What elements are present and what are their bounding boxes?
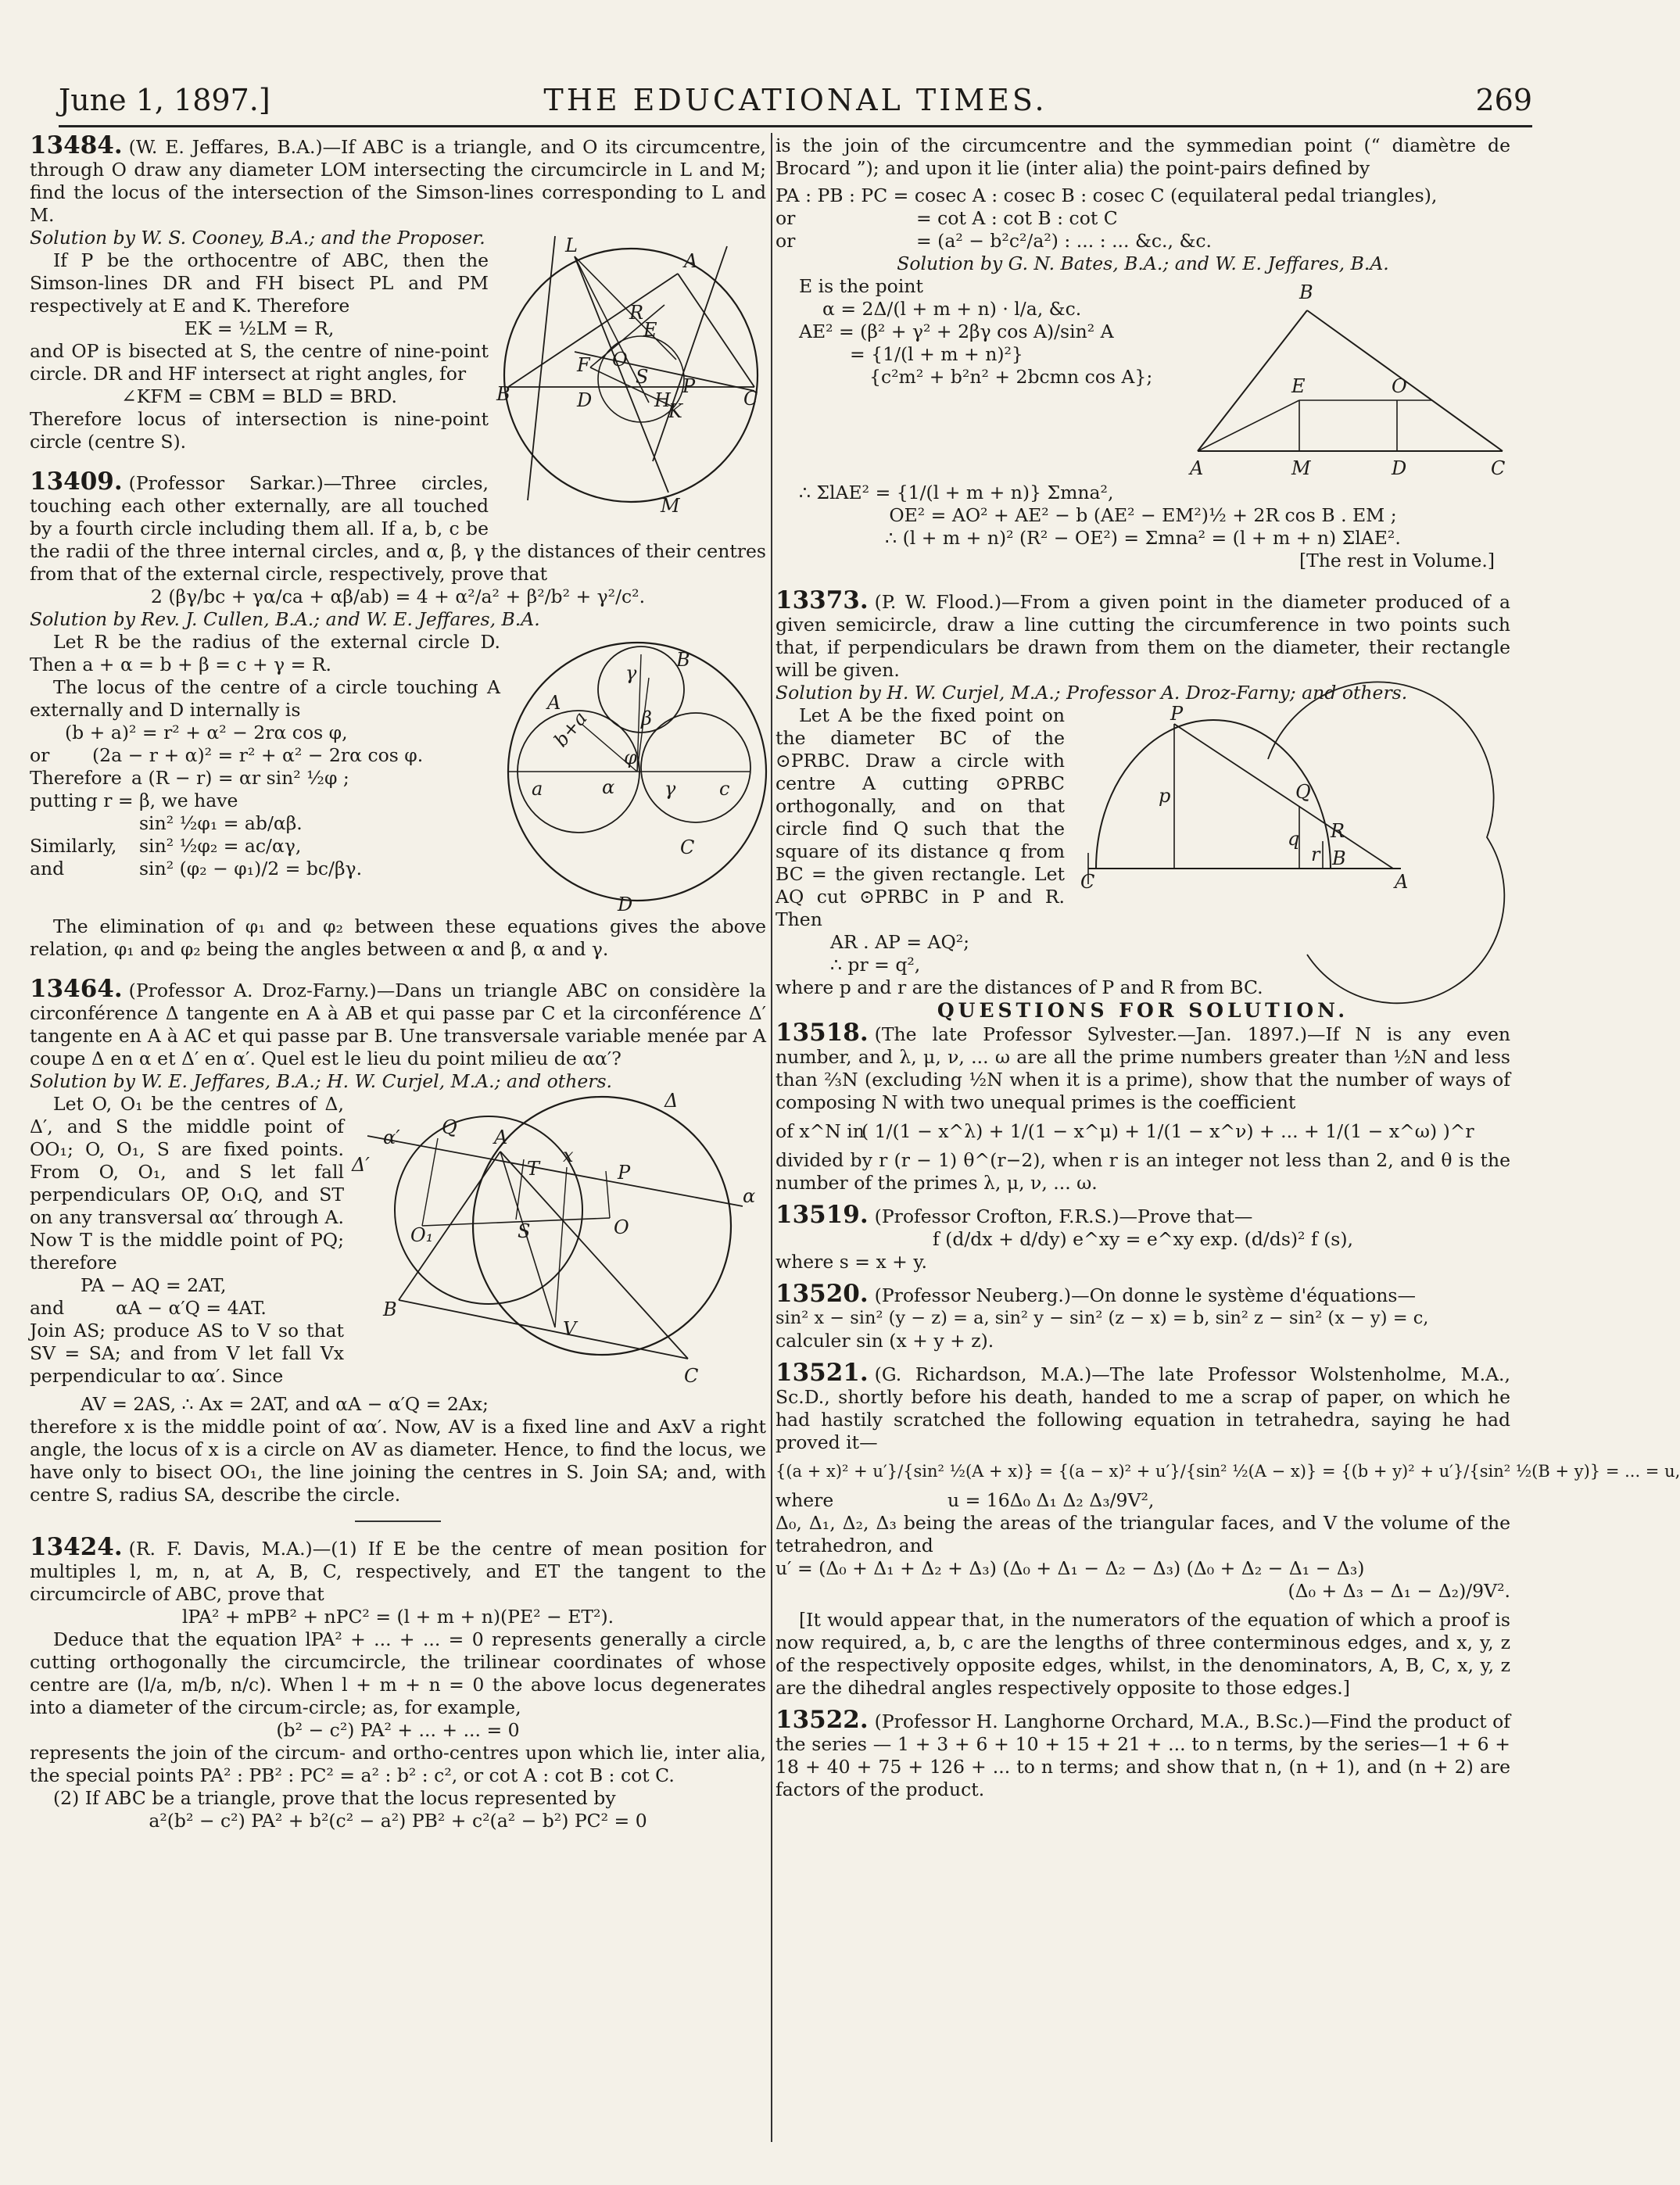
fig-label: P (618, 1162, 631, 1184)
equation: (b + a)² = r² + α² − 2rα cos φ, (65, 722, 348, 743)
fig-line (516, 1159, 524, 1220)
fig-label: M (1291, 457, 1311, 479)
problem-text: represents the join of the circum- and ortho-centres upon which lie, inter alia, the special points PA² : PB² : PC² = a² : b² : c², or cot A : cot B : cot C. (30, 1742, 766, 1786)
fig-label: A (1395, 871, 1409, 893)
fig-label: H (654, 389, 671, 411)
problem-number: 13424. (30, 1533, 123, 1561)
equation: = cot A : cot B : cot C (916, 207, 1118, 229)
problem-text: where s = x + y. (776, 1251, 927, 1273)
fig-label: A (494, 1127, 508, 1148)
fig-label: B (383, 1298, 397, 1320)
continuation-note: [The rest in Volume.] (1299, 550, 1495, 571)
fig-label: q (1288, 828, 1300, 850)
equation: u′ = (Δ₀ + Δ₁ + Δ₂ + Δ₃) (Δ₀ + Δ₁ − Δ₂ − Δ₃) (Δ₀ + Δ₂ − Δ₁ − Δ₃) (776, 1557, 1365, 1579)
solution-text: Let O, O₁ be the centres of Δ, Δ′, and S the middle point of OO₁; O, O₁, S are fixed points. From O, O₁, and S let fall perpendiculars OP, O₁Q, and ST on any transversal αα′ through A. Now T is the middle point of PQ; therefore (30, 1093, 344, 1273)
section-rule (355, 1521, 441, 1522)
label: or (776, 230, 796, 252)
fig-label: α (743, 1185, 756, 1207)
solution-text: where p and r are the distances of P and R from BC. (776, 976, 1263, 998)
fig-line (500, 1152, 688, 1359)
fig-label: S (636, 366, 649, 388)
equation: AE² = (β² + γ² + 2βγ cos A)/sin² A (799, 321, 1114, 342)
solution-text: The locus of the centre of a circle touching A externally and D internally is (30, 676, 500, 721)
problem-number: 13519. (776, 1201, 869, 1229)
equation: ∴ (l + m + n)² (R² − OE²) = Σmna² = (l + m + n) ΣlAE². (885, 527, 1401, 549)
fig-label: D (618, 894, 633, 915)
fig-label: Q (1295, 781, 1311, 803)
fig-label: A (684, 250, 698, 272)
problem-text: calculer sin (x + y + z). (776, 1330, 994, 1352)
fig-label: M (661, 495, 680, 517)
orthogonal-circle (1268, 682, 1504, 1003)
figure-semicircle (1073, 704, 1510, 970)
label: and (30, 1297, 65, 1319)
solution-text: Let A be the fixed point on the diameter BC of the ⊙PRBC. Draw a circle with centre A cutting ⊙PRBC orthogonally, and on that circle find Q such that the square of its distance q from BC = the given rectangle. Let AQ cut ⊙PRBC in P and R. Then (776, 704, 1065, 930)
fig-label: r (1311, 844, 1320, 865)
fig-label: C (680, 836, 695, 858)
solution-text: E is the point (799, 275, 923, 297)
fig-label: B (1332, 847, 1346, 869)
problem-13373 (776, 586, 1510, 999)
fig-label: S (518, 1220, 531, 1242)
label: or (776, 207, 796, 229)
problem-number: 13464. (30, 975, 123, 1003)
fig-label: L (565, 235, 578, 256)
problem-statement: (Professor A. Droz-Farny.)—Dans un triangle ABC on considère la circonférence Δ tangente en A à AB et qui passe par C et la circonférence Δ′ tangente en A à AC et qui passe par B. Une transversale variable menée par A coupe Δ en α et Δ′ en α′. Quel est le lieu du point milieu de αα′? (30, 980, 766, 1069)
solution-text: Therefore locus of intersection is nine-point circle (centre S). (30, 408, 489, 453)
equation: (Δ₀ + Δ₃ − Δ₁ − Δ₂)/9V². (1288, 1580, 1510, 1602)
fig-label: C (743, 388, 758, 410)
solution-heading: Solution by H. W. Curjel, M.A.; Professor A. Droz-Farny; and others. (776, 682, 1408, 704)
problem-statement: (Professor Neuberg.)—On donne le système d'équations— (874, 1284, 1416, 1306)
equation: (b² − c²) PA² + ... + ... = 0 (276, 1719, 520, 1741)
fig-label: O₁ (410, 1224, 434, 1246)
problem-13520 (776, 1280, 1510, 1352)
equation: EK = ½LM = R, (184, 317, 335, 339)
fig-label: γ (625, 662, 637, 684)
solution-heading: Solution by W. E. Jeffares, B.A.; H. W. Curjel, M.A.; and others. (30, 1070, 613, 1092)
figure-centre-mean-position (1182, 275, 1510, 478)
fig-label: D (577, 389, 593, 411)
fig-label: Δ′ (352, 1154, 370, 1176)
equation: OE² = AO² + AE² − b (AE² − EM²)½ + 2R cos B . EM ; (889, 504, 1397, 526)
solution-heading: Solution by W. S. Cooney, B.A.; and the Proposer. (30, 227, 485, 249)
fig-label: E (1291, 375, 1306, 397)
fig-label: B (496, 383, 510, 405)
equation: u = 16Δ₀ Δ₁ Δ₂ Δ₃/9V², (947, 1489, 1155, 1511)
problem-number: 13520. (776, 1280, 869, 1308)
problem-statement: (Professor Crofton, F.R.S.)—Prove that— (874, 1205, 1253, 1227)
equation: sin² x − sin² (y − z) = a, sin² y − sin² (z − x) = b, sin² z − sin² (x − y) = c, (776, 1308, 1429, 1328)
equation: = {1/(l + m + n)²} (850, 343, 1023, 365)
label: or (30, 744, 50, 766)
solution-text: putting r = β, we have (30, 790, 238, 811)
equation: ∠KFM = CBM = BLD = BRD. (121, 385, 397, 407)
equation: 2 (βγ/bc + γα/ca + αβ/ab) = 4 + α²/a² + β²/b² + γ²/c². (150, 586, 646, 607)
equation: ∴ pr = q², (830, 954, 921, 976)
fig-line (1198, 310, 1307, 451)
problem-13521 (776, 1359, 1680, 1700)
fig-label: T (527, 1158, 540, 1180)
fig-line (399, 1300, 688, 1359)
equation: sin² ½φ₂ = ac/αγ, (139, 835, 302, 857)
issue-date: June 1, 1897.] (59, 83, 270, 117)
fig-label: R (629, 302, 644, 324)
problem-text: Δ₀, Δ₁, Δ₂, Δ₃ being the areas of the triangular faces, and V the volume of the tetrahedron, and (776, 1512, 1510, 1556)
page-header (59, 78, 1532, 127)
problem-text: divided by r (r − 1) θ^(r−2), when r is an integer not less than 2, and θ is the number of the primes λ, μ, ν, ... ω. (776, 1149, 1510, 1194)
fig-label: a (532, 778, 543, 800)
fig-line (555, 1167, 567, 1327)
problem-13464 (30, 975, 766, 1506)
solution-text: The elimination of φ₁ and φ₂ between these equations gives the above relation, φ₁ and φ₂ being the angles between α and β, α and γ. (30, 915, 766, 960)
problem-statement: (The late Professor Sylvester.—Jan. 1897.)—If N is any even number, and λ, μ, ν, ... ω are all the prime numbers greater than ½N and less than ⅔N (excluding ½N when it is a prime), show that the number of ways of composing N with two unequal primes is the coefficient (776, 1023, 1510, 1113)
fig-line (367, 1136, 743, 1206)
problem-text: Deduce that the equation lPA² + ... + ... = 0 represents generally a circle cutting orthogonally the circumcircle, the trilinear coordinates of whose centre are (l/a, m/b, n/c). When l + m + n = 0 the above locus degenerates into a diameter of the circum-circle; as, for example, (30, 1628, 766, 1718)
fig-label: P (1170, 703, 1184, 725)
fig-label: O (612, 349, 628, 371)
fig-label: C (1080, 871, 1095, 893)
fig-label: α′ (383, 1127, 400, 1148)
problem-number: 13522. (776, 1706, 869, 1734)
fig-label: c (719, 778, 730, 800)
fig-label: F (577, 354, 590, 376)
problem-13424 (30, 1533, 766, 1832)
section-heading: QUESTIONS FOR SOLUTION. (937, 999, 1349, 1022)
page-number: 269 (1475, 83, 1532, 117)
equation: α = 2Δ/(l + m + n) · l/a, &c. (822, 298, 1082, 320)
figure-nine-point-circle (496, 227, 766, 516)
fig-line (422, 1138, 438, 1226)
fig-label: O (614, 1216, 629, 1238)
equation: {(a + x)² + u′}/{sin² ½(A + x)} = {(a − x)² + u′}/{sin² ½(A − x)} = {(b + y)² + u′}/{sin² ½(B + y)} = ... = u, (776, 1462, 1680, 1481)
equation: f (d/dx + d/dy) e^xy = e^xy exp. (d/ds)² f (s), (933, 1228, 1353, 1250)
label: of x^N in (776, 1120, 865, 1142)
fig-label: R (1331, 820, 1345, 842)
equation: AR . AP = AQ²; (830, 931, 970, 953)
equation: ∴ ΣlAE² = {1/(l + m + n)} Σmna², (799, 482, 1114, 503)
equation: sin² (φ₂ − φ₁)/2 = bc/βγ. (139, 858, 363, 879)
circle-delta (473, 1097, 731, 1355)
solution-text: and OP is bisected at S, the centre of nine-point circle. DR and HF intersect at right angles, for (30, 340, 489, 385)
fig-line (678, 274, 754, 387)
fig-label: γ (664, 778, 676, 800)
problem-statement: (P. W. Flood.)—From a given point in the diameter produced of a given semicircle, draw a line cutting the circumference in two points such that, if perpendiculars be drawn from them on the diameter, their rectangle will be given. (776, 591, 1510, 681)
solution-text: Let R be the radius of the external circle D. Then a + α = b + β = c + γ = R. (30, 631, 500, 675)
fig-label: E (643, 319, 657, 341)
fig-line (653, 246, 727, 461)
fig-label: B (1299, 281, 1313, 303)
problem-statement: (G. Richardson, M.A.)—The late Professor Wolstenholme, M.A., Sc.D., shortly before his death, handed to me a scrap of paper, on which he had hastily scratched the following equation in tetrahedra, saying he had proved it— (776, 1363, 1510, 1453)
fig-label: A (547, 692, 561, 714)
right-column (776, 134, 1680, 1801)
equation: PA : PB : PC = cosec A : cosec B : cosec C (equilateral pedal triangles), (776, 184, 1438, 206)
fig-line (606, 1171, 610, 1218)
problem-13519 (776, 1201, 1510, 1273)
solution-heading: Solution by G. N. Bates, B.A.; and W. E. Jeffares, B.A. (897, 253, 1389, 274)
equation: a²(b² − c²) PA² + b²(c² − a²) PB² + c²(a² − b²) PC² = 0 (149, 1810, 647, 1832)
solution-heading: Solution by Rev. J. Cullen, B.A.; and W. E. Jeffares, B.A. (30, 608, 540, 630)
equation: {c²m² + b²n² + 2bcmn cos A}; (869, 366, 1153, 388)
solution-text: Join AS; produce AS to V so that SV = SA; and from V let fall Vx perpendicular to αα′. Since (30, 1320, 344, 1387)
fig-label: O (1392, 375, 1407, 397)
problem-statement: (R. F. Davis, M.A.)—(1) If E be the centre of mean position for multiples l, m, n, at A, B, C, respectively, and ET the tangent to the circumcircle of ABC, prove that (30, 1538, 766, 1605)
fig-label: D (1392, 457, 1407, 479)
problem-13522 (776, 1706, 1510, 1801)
solution-text: If P be the orthocentre of ABC, then the Simson-lines DR and FH bisect PL and PM respectively at E and K. Therefore (30, 249, 489, 317)
problem-number: 13518. (776, 1019, 869, 1047)
fig-label: p (1159, 785, 1171, 807)
fig-label: b+a (550, 707, 592, 751)
label: where (776, 1489, 834, 1511)
fig-label: φ (624, 747, 637, 768)
left-column (30, 131, 766, 1832)
problem-text: is the join of the circumcentre and the symmedian point (“ diamètre de Brocard ”); and upon it lie (inter alia) the point-pairs defined by (776, 134, 1510, 179)
problem-13424-continued (776, 134, 1510, 572)
problem-number: 13521. (776, 1359, 869, 1387)
fig-line (528, 236, 555, 500)
fig-label: B (676, 649, 690, 671)
equation: sin² ½φ₁ = ab/αβ. (139, 812, 303, 834)
equation: αA − α′Q = 4AT. (116, 1297, 267, 1319)
problem-13518 (776, 1019, 1510, 1195)
equation: AV = 2AS, ∴ Ax = 2AT, and αA − α′Q = 2Ax; (81, 1393, 489, 1415)
equation: a (R − r) = αr sin² ½φ ; (131, 767, 349, 789)
figure-transversal (352, 1090, 766, 1390)
problem-statement: (W. E. Jeffares, B.A.)—If ABC is a triangle, and O its circumcentre, through O draw any diameter LOM intersecting the circumcircle in L and M; find the locus of the intersection of the Simson-lines corresponding to L and M. (30, 136, 766, 226)
equation: lPA² + mPB² + nPC² = (l + m + n)(PE² − ET²). (181, 1606, 614, 1628)
solution-text: therefore x is the middle point of αα′. Now, AV is a fixed line and AxV a right angle, the locus of x is a circle on AV as diameter. Hence, to find the locus, we have only to bisect OO₁, the line joining the centres in S. Join SA; and, with centre S, radius SA, describe the circle. (30, 1416, 766, 1506)
problem-text: (2) If ABC be a triangle, prove that the locus represented by (53, 1787, 616, 1809)
equation: (2a − r + α)² = r² + α² − 2rα cos φ. (92, 744, 424, 766)
fig-label: Q (442, 1116, 457, 1138)
editor-note: [It would appear that, in the numerators of the equation of which a proof is now required, a, b, c are the lengths of three conterminous edges, and x, y, z of the respectively opposite edges, whilst, in the denominators, A, B, C, x, y, z are the dihedral angles respectively opposite to those edges.] (776, 1609, 1510, 1699)
label: Therefore (30, 767, 122, 789)
label: and (30, 858, 65, 879)
problem-13409 (30, 467, 766, 961)
fig-label: V (563, 1318, 577, 1340)
fig-label: α (602, 776, 615, 798)
fig-line (1198, 400, 1299, 451)
equation: ( 1/(1 − x^λ) + 1/(1 − x^μ) + 1/(1 − x^ν) + ... + 1/(1 − x^ω) )^r (861, 1120, 1474, 1142)
figure-tangent-circles (508, 631, 766, 915)
fig-label: β (641, 707, 652, 729)
fig-line (1174, 724, 1393, 869)
fig-label: A (1190, 457, 1204, 479)
column-divider (771, 133, 772, 2142)
fig-label: C (1491, 457, 1506, 479)
problem-number: 13409. (30, 467, 123, 496)
problem-number: 13484. (30, 131, 123, 159)
problem-number: 13373. (776, 586, 869, 614)
label: Similarly, (30, 835, 117, 857)
fig-label: P (682, 375, 696, 397)
equation: = (a² − b²c²/a²) : ... : ... &c., &c. (916, 230, 1212, 252)
problem-statement: (Professor H. Langhorne Orchard, M.A., B.Sc.)—Find the product of the series — 1 + 3 + 6 + 10 + 15 + 21 + ... to n terms, by the series—1 + 6 + 18 + 40 + 75 + 126 + ... to n terms; and show that n, (n + 1), and (n + 2) are factors of the product. (776, 1710, 1510, 1800)
problem-statement: (Professor Sarkar.)—Three circles, touching each other externally, are all touched by a fourth circle including them all. If a, b, c be the radii of the three internal circles, and α, β, γ the distances of their centres from that of the external circle, respectively, prove that (30, 472, 766, 585)
fig-label: x (563, 1144, 574, 1166)
fig-label: Δ (664, 1090, 679, 1112)
fig-label: C (684, 1365, 699, 1387)
journal-title: THE EDUCATIONAL TIMES. (543, 83, 1048, 117)
fig-label: K (668, 400, 682, 422)
equation: PA − AQ = 2AT, (81, 1274, 227, 1296)
